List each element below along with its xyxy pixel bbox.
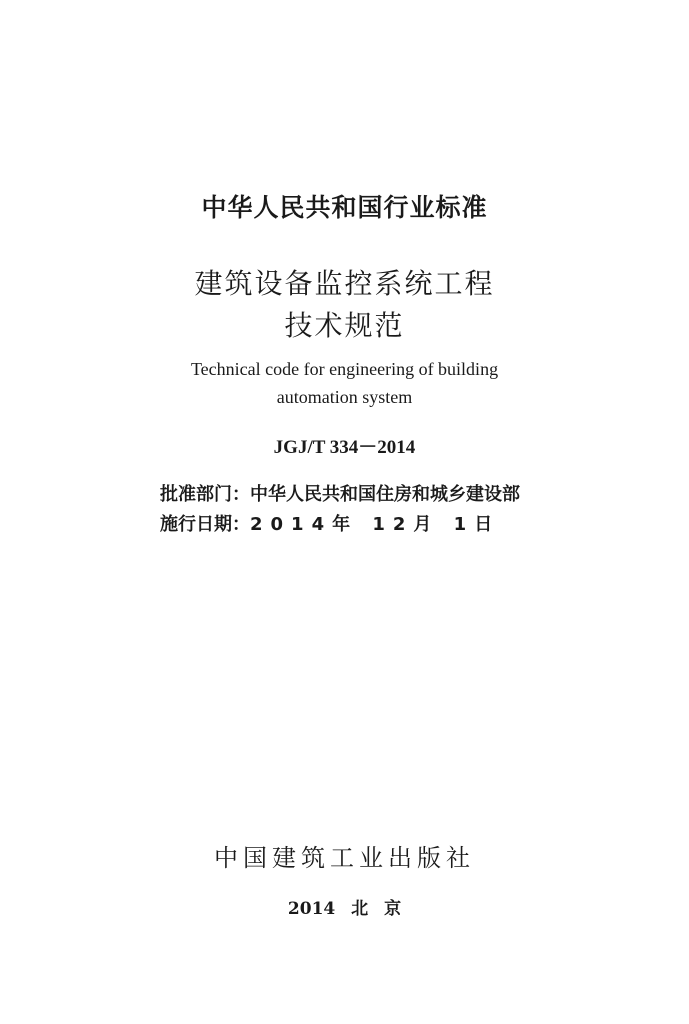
standard-category: 中华人民共和国行业标准 <box>201 193 488 222</box>
effective-date-row <box>160 510 560 540</box>
title-en-line1: Technical code for engineering of building <box>190 359 499 379</box>
title-cn-line1: 建筑设备监控系统工程 <box>194 267 495 300</box>
title-cn-line2: 技术规范 <box>284 309 405 342</box>
publisher: 中国建筑工业出版社 <box>214 844 475 872</box>
approval-value: 中华人民共和国住房和城乡建设部 <box>250 484 520 505</box>
publication-place: 2014 北 京 <box>287 899 402 919</box>
effective-value: 2014年 12月 1日 <box>250 514 501 535</box>
title-en-line2: automation system <box>276 387 413 407</box>
approval-row <box>160 480 560 510</box>
effective-label: 施行日期： <box>160 514 250 535</box>
meta-block <box>160 480 560 540</box>
approval-label: 批准部门： <box>160 484 250 505</box>
standard-number: JGJ/T 334－2014 <box>273 437 416 458</box>
